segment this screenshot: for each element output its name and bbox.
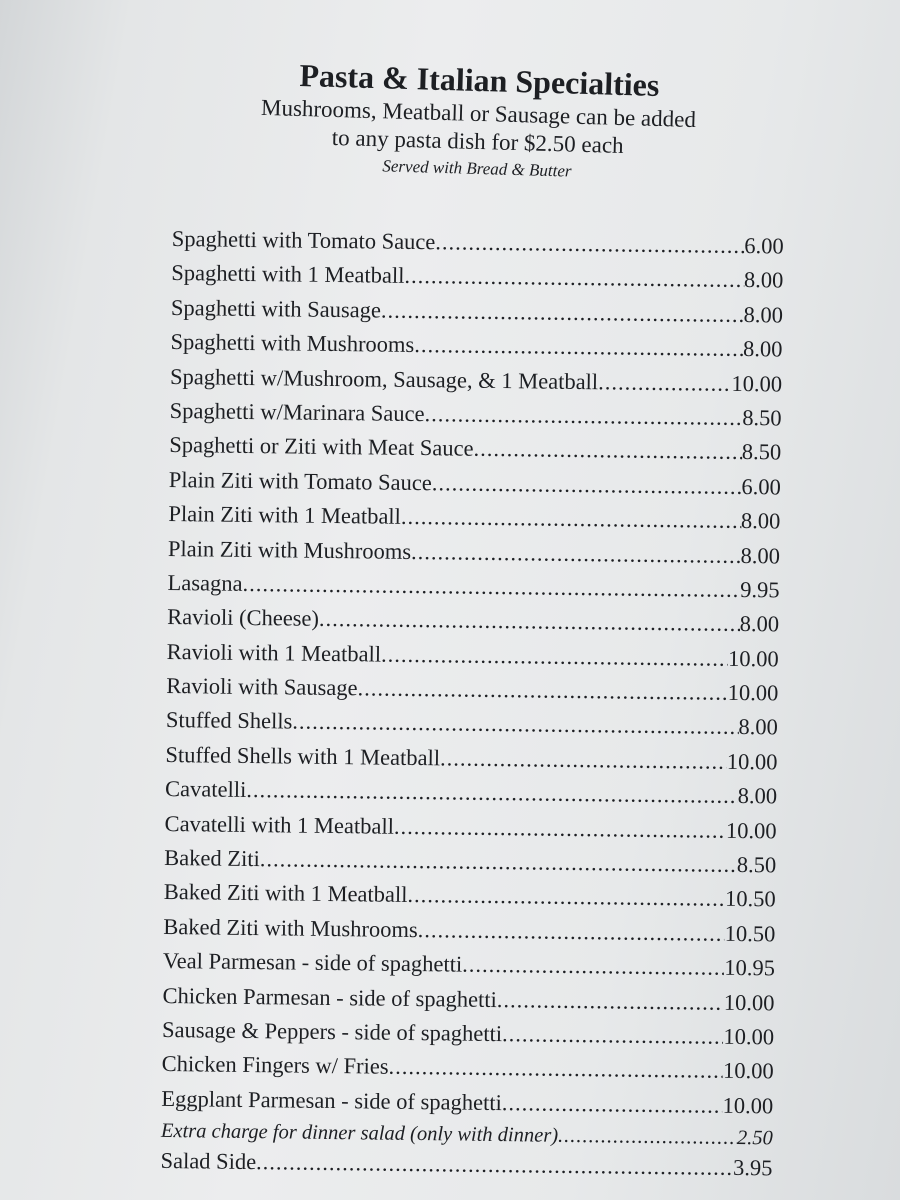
menu-item-price: 10.00 <box>723 989 775 1016</box>
menu-item-price: 8.00 <box>740 508 781 534</box>
menu-item-price: 8.50 <box>741 439 782 465</box>
dot-leader <box>407 878 725 916</box>
menu-item-price: 8.00 <box>743 267 784 293</box>
dot-leader <box>388 1050 723 1088</box>
menu-item-name: Chicken Fingers w/ Fries <box>161 1051 389 1080</box>
menu-item-price: 10.00 <box>727 645 779 672</box>
menu-item-price: 10.00 <box>723 1023 775 1050</box>
menu-item-name: Stuffed Shells <box>165 707 293 734</box>
dot-leader <box>394 809 726 847</box>
menu-item-name: Baked Ziti with 1 Meatball <box>163 879 408 908</box>
menu-item-name: Veal Parmesan - side of spaghetti <box>162 948 463 977</box>
menu-item-price: 8.00 <box>742 336 783 362</box>
menu-item-list <box>160 222 784 1184</box>
menu-item-name: Baked Ziti with Mushrooms <box>163 913 418 942</box>
menu-item-name: Ravioli (Cheese) <box>167 604 320 632</box>
menu-item-name: Stuffed Shells with 1 Meatball <box>165 741 441 771</box>
menu-item-price: 10.00 <box>722 1058 774 1084</box>
add-on-note-line-1: Mushrooms, Meatball or Sausage can be added <box>260 94 697 133</box>
menu-item <box>160 1146 772 1183</box>
menu-item-name: Baked Ziti <box>164 844 260 872</box>
dot-leader <box>497 983 724 1020</box>
menu-item-name: Spaghetti or Ziti with Meat Sauce <box>169 432 474 462</box>
dot-leader <box>381 637 728 675</box>
menu-item-name: Spaghetti with 1 Meatball <box>171 260 405 289</box>
dot-leader <box>381 293 744 331</box>
dot-leader <box>414 328 743 366</box>
dot-leader <box>256 1147 733 1183</box>
menu-item-price: 10.00 <box>725 817 777 844</box>
menu-item-price: 10.50 <box>724 920 776 947</box>
menu-item-name: Spaghetti with Tomato Sauce <box>171 225 436 255</box>
dot-leader <box>401 500 742 538</box>
dot-leader <box>292 705 739 744</box>
menu-item-price: 8.00 <box>740 542 781 568</box>
menu-item-price: 8.00 <box>743 301 784 328</box>
menu-item-price: 2.50 <box>736 1127 773 1150</box>
menu-item-name: Ravioli with 1 Meatball <box>166 638 382 667</box>
add-on-note-line-2: to any pasta dish for $2.50 each <box>331 124 624 159</box>
menu-item-name: Cavatelli <box>164 776 247 803</box>
menu-header <box>177 52 780 189</box>
menu-item-name: Spaghetti with Mushrooms <box>170 329 415 358</box>
dot-leader <box>558 1121 737 1153</box>
served-with-note: Served with Bread & Butter <box>382 156 572 181</box>
dot-leader <box>411 534 741 572</box>
dot-leader <box>418 913 725 951</box>
dot-leader <box>246 773 738 813</box>
menu-item-name: Spaghetti with Sausage <box>170 294 382 323</box>
dot-leader <box>502 1086 723 1123</box>
menu-item-name: Ravioli with Sausage <box>166 673 358 701</box>
menu-item-price: 10.00 <box>726 748 778 775</box>
menu-item-name: Plain Ziti with Mushrooms <box>167 535 412 564</box>
menu-item-name: Plain Ziti with Tomato Sauce <box>168 466 432 495</box>
menu-item-price: 10.00 <box>731 370 783 397</box>
section-title: Pasta & Italian Specialties <box>299 56 660 104</box>
menu-item-name: Spaghetti w/Marinara Sauce <box>169 397 425 427</box>
dot-leader <box>462 948 724 985</box>
dot-leader <box>473 432 742 469</box>
menu-item-name: Chicken Parmesan - side of spaghetti <box>162 982 497 1012</box>
menu-item-price: 6.00 <box>744 232 784 259</box>
menu-item-name: Sausage & Peppers - side of spaghetti <box>161 1016 503 1047</box>
dot-leader <box>435 225 744 263</box>
menu-item-name: Plain Ziti with 1 Meatball <box>168 501 402 529</box>
menu-item-price: 3.95 <box>732 1155 773 1181</box>
dot-leader <box>432 466 742 504</box>
menu-item-price: 10.00 <box>727 679 779 706</box>
menu-item-price: 9.95 <box>740 576 780 603</box>
menu-item-price: 8.00 <box>739 611 780 637</box>
dot-leader <box>319 602 740 641</box>
dot-leader <box>242 567 740 607</box>
menu-item-price: 10.50 <box>724 886 776 912</box>
menu-item-name: Extra charge for dinner salad (only with dinner) <box>160 1120 559 1147</box>
menu-item-price: 8.00 <box>738 714 779 740</box>
dot-leader <box>440 741 727 779</box>
menu-item-price: 10.95 <box>724 955 776 981</box>
dot-leader <box>404 259 744 297</box>
menu-item-name: Lasagna <box>167 569 243 596</box>
dot-leader <box>424 397 742 435</box>
dot-leader <box>502 1017 724 1054</box>
menu-item-name: Cavatelli with 1 Meatball <box>164 810 395 839</box>
dot-leader <box>598 365 732 401</box>
dot-leader <box>260 842 737 882</box>
menu-item-name: Eggplant Parmesan - side of spaghetti <box>161 1085 502 1115</box>
menu-item-price: 8.50 <box>742 404 782 431</box>
menu-item-price: 8.50 <box>736 851 777 878</box>
menu-item-price: 8.00 <box>737 783 778 809</box>
menu-item-price: 10.00 <box>722 1092 774 1119</box>
menu-item-name: Salad Side <box>160 1148 257 1175</box>
dot-leader <box>357 671 728 710</box>
menu-item-price: 6.00 <box>741 473 781 500</box>
menu-item-name: Spaghetti w/Mushroom, Sausage, & 1 Meatball <box>169 363 599 394</box>
